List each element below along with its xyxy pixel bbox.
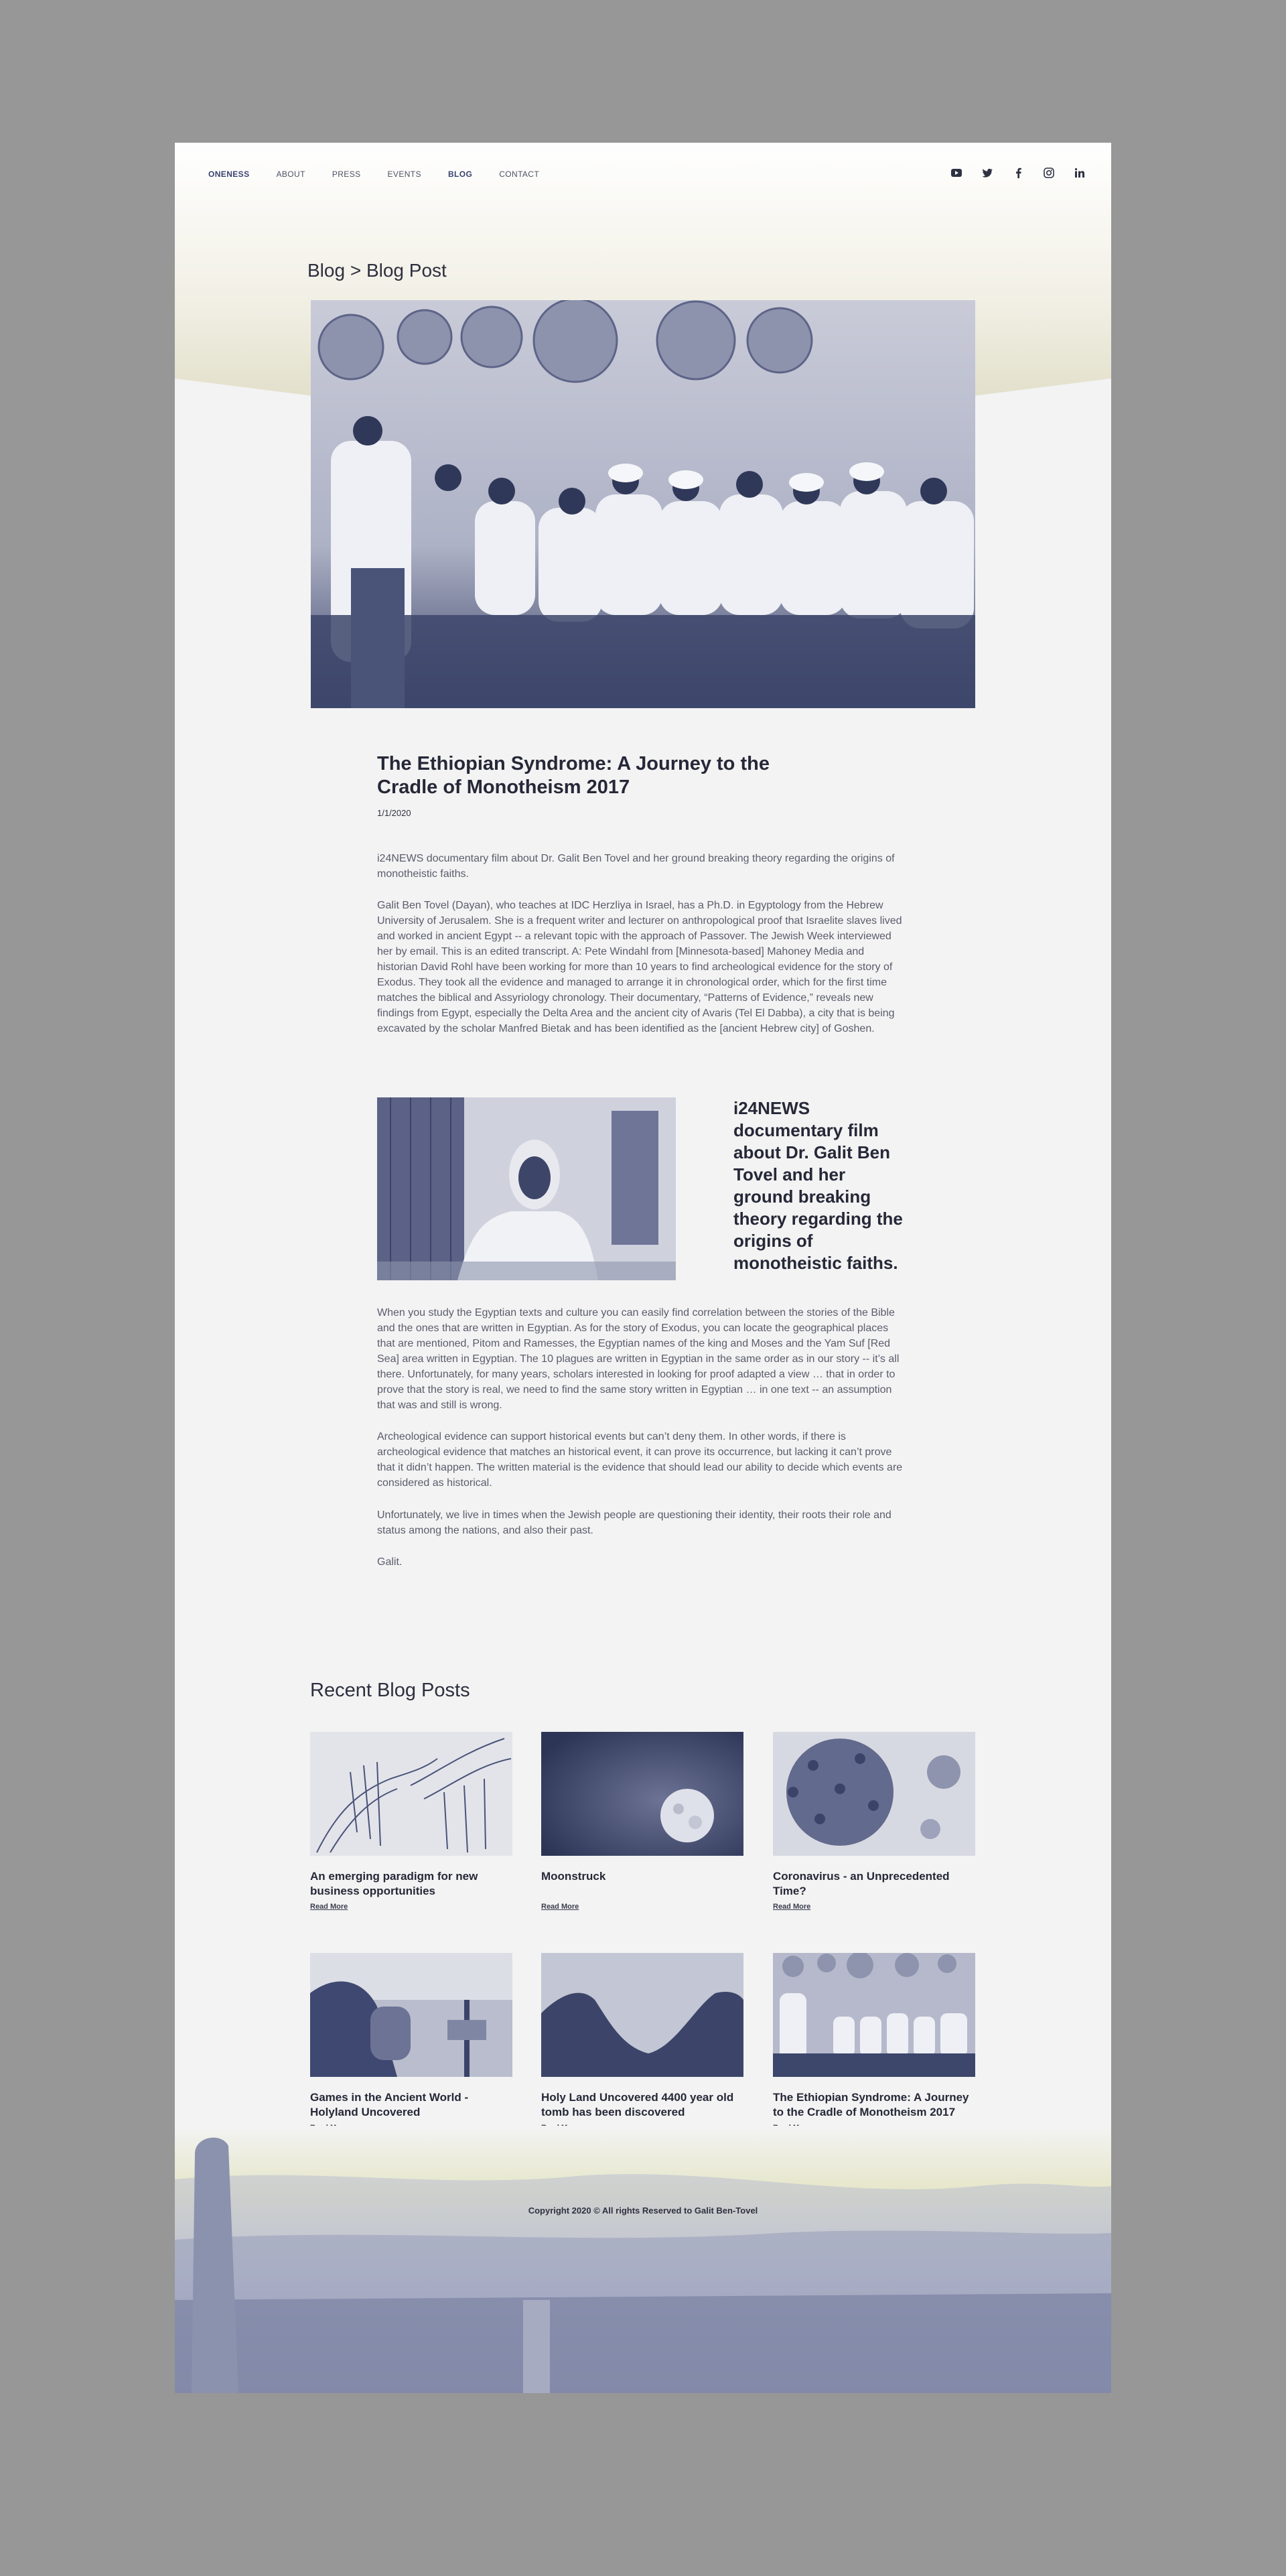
footer-landscape-image [175, 2126, 1111, 2393]
facebook-icon[interactable] [1011, 165, 1025, 180]
blog-card-title[interactable]: Moonstruck [541, 1870, 606, 1883]
hero-image [311, 300, 975, 708]
post-paragraph-2: When you study the Egyptian texts and culture you can easily find correlation between the stories of the Bible and the ones that are written in Egyptian. As for the story of Exodus, you can locate the geographical places that are mentioned, Pitom and Ramesses, the Egyptian names of the king and Moses and the Yam Suf [Red Sea] area written in Egyptian. The 10 plagues are written in Egyptian in the same order as in our story -- it’s all there. Unfortunately, for many years, scholars interested in looking for proof adapted a view … that in order to prove that the story is real, we need to find the same story written in Egyptian … in one text -- an assumption that was and still is wrong. [377, 1307, 900, 1411]
recent-posts-heading: Recent Blog Posts [310, 1680, 470, 1701]
blog-card-thumbnail[interactable] [310, 1953, 512, 2077]
post-signature: Galit. [377, 1556, 403, 1568]
post-paragraph-1: Galit Ben Tovel (Dayan), who teaches at IDC Herzliya in Israel, has a Ph.D. in Egyptology from the Hebrew University of Jerusalem. She is a frequent writer and lecturer on anthropological proof that Israelite slaves lived and worked in ancient Egypt -- a relevant topic with the approach of Passover. The Jewish Week interviewed her by email. This is an edited transcript. A: Pete Windahl from [Minnesota-based] Mahoney Media and historian David Rohl have been working for more than 10 years to find archeological evidence for the story of Exodus. They took all the evidence and managed to arrange it in chronological order, which for the first time matches the biblical and Assyriology chronology. Their documentary, “Patterns of Evidence,” reveals new findings from Egypt, especially the Delta Area and the ancient city of Avaris (Tel El Dabba), a city that is being excavated by the scholar Manfred Bietak and has been identified as the [ancient Hebrew city] of Goshen. [377, 900, 902, 1034]
main-nav [208, 170, 566, 179]
blog-card-title[interactable]: Holy Land Uncovered 4400 year old tomb has been discovered [541, 2091, 734, 2118]
post-paragraph-3: Archeological evidence can support historical events but can’t deny them. In other words, if there is archeological evidence that matches an historical event, it can prove its occurrence, but lacking it can’t prove that it didn’t happen. The written material is the evidence that should lead our ability to decide which events are considered as historical. [377, 1431, 903, 1489]
pullquote: i24NEWS documentary film about Dr. Galit Ben Tovel and her ground breaking theory regarding the origins of monotheistic faiths. [733, 1098, 903, 1273]
read-more-link[interactable]: Read More [310, 1903, 348, 1911]
breadcrumb: Blog > Blog Post [307, 260, 447, 281]
nav-item-blog[interactable]: BLOG [447, 170, 473, 179]
blog-card-title[interactable]: Games in the Ancient World - Holyland Uncovered [310, 2091, 469, 2118]
blog-card-thumbnail[interactable] [541, 1732, 743, 1856]
post-title: The Ethiopian Syndrome: A Journey to the Cradle of Monotheism 2017 [377, 753, 770, 798]
post-inline-image [377, 1097, 676, 1280]
youtube-icon[interactable] [949, 165, 964, 180]
blog-card-thumbnail[interactable] [773, 1732, 975, 1856]
blog-card[interactable] [541, 1953, 743, 2133]
instagram-icon[interactable] [1042, 165, 1056, 180]
blog-card-title[interactable]: The Ethiopian Syndrome: A Journey to the Cradle of Monotheism 2017 [773, 2091, 969, 2118]
post-intro: i24NEWS documentary film about Dr. Galit Ben Tovel and her ground breaking theory regarding the origins of monotheistic faiths. [377, 853, 895, 880]
linkedin-icon[interactable] [1072, 165, 1087, 180]
blog-card[interactable] [310, 1732, 512, 1912]
social-links [933, 165, 1087, 180]
blog-card[interactable] [773, 1732, 975, 1912]
blog-card-title[interactable]: An emerging paradigm for new business opportunities [310, 1870, 478, 1897]
post-paragraph-4: Unfortunately, we live in times when the Jewish people are questioning their identity, their roots their role and status among the nations, and also their past. [377, 1509, 891, 1536]
blog-card-title[interactable]: Coronavirus - an Unprecedented Time? [773, 1870, 950, 1897]
blog-card-thumbnail[interactable] [310, 1732, 512, 1856]
nav-brand[interactable]: ONENESS [208, 170, 250, 179]
read-more-link[interactable]: Read More [773, 1903, 811, 1911]
blog-card-thumbnail[interactable] [541, 1953, 743, 2077]
nav-item-about[interactable]: ABOUT [276, 170, 305, 179]
nav-item-press[interactable]: PRESS [332, 170, 361, 179]
blog-card[interactable] [310, 1953, 512, 2133]
copyright-text: Copyright 2020 © All rights Reserved to Galit Ben-Tovel [528, 2206, 758, 2216]
blog-card[interactable] [773, 1953, 975, 2133]
blog-card[interactable] [541, 1732, 743, 1912]
nav-item-contact[interactable]: CONTACT [499, 170, 540, 179]
blog-card-thumbnail[interactable] [773, 1953, 975, 2077]
post-date: 1/1/2020 [377, 808, 411, 818]
page [175, 143, 1111, 2393]
nav-item-events[interactable]: EVENTS [387, 170, 421, 179]
read-more-link[interactable]: Read More [541, 1903, 579, 1911]
twitter-icon[interactable] [980, 165, 995, 180]
